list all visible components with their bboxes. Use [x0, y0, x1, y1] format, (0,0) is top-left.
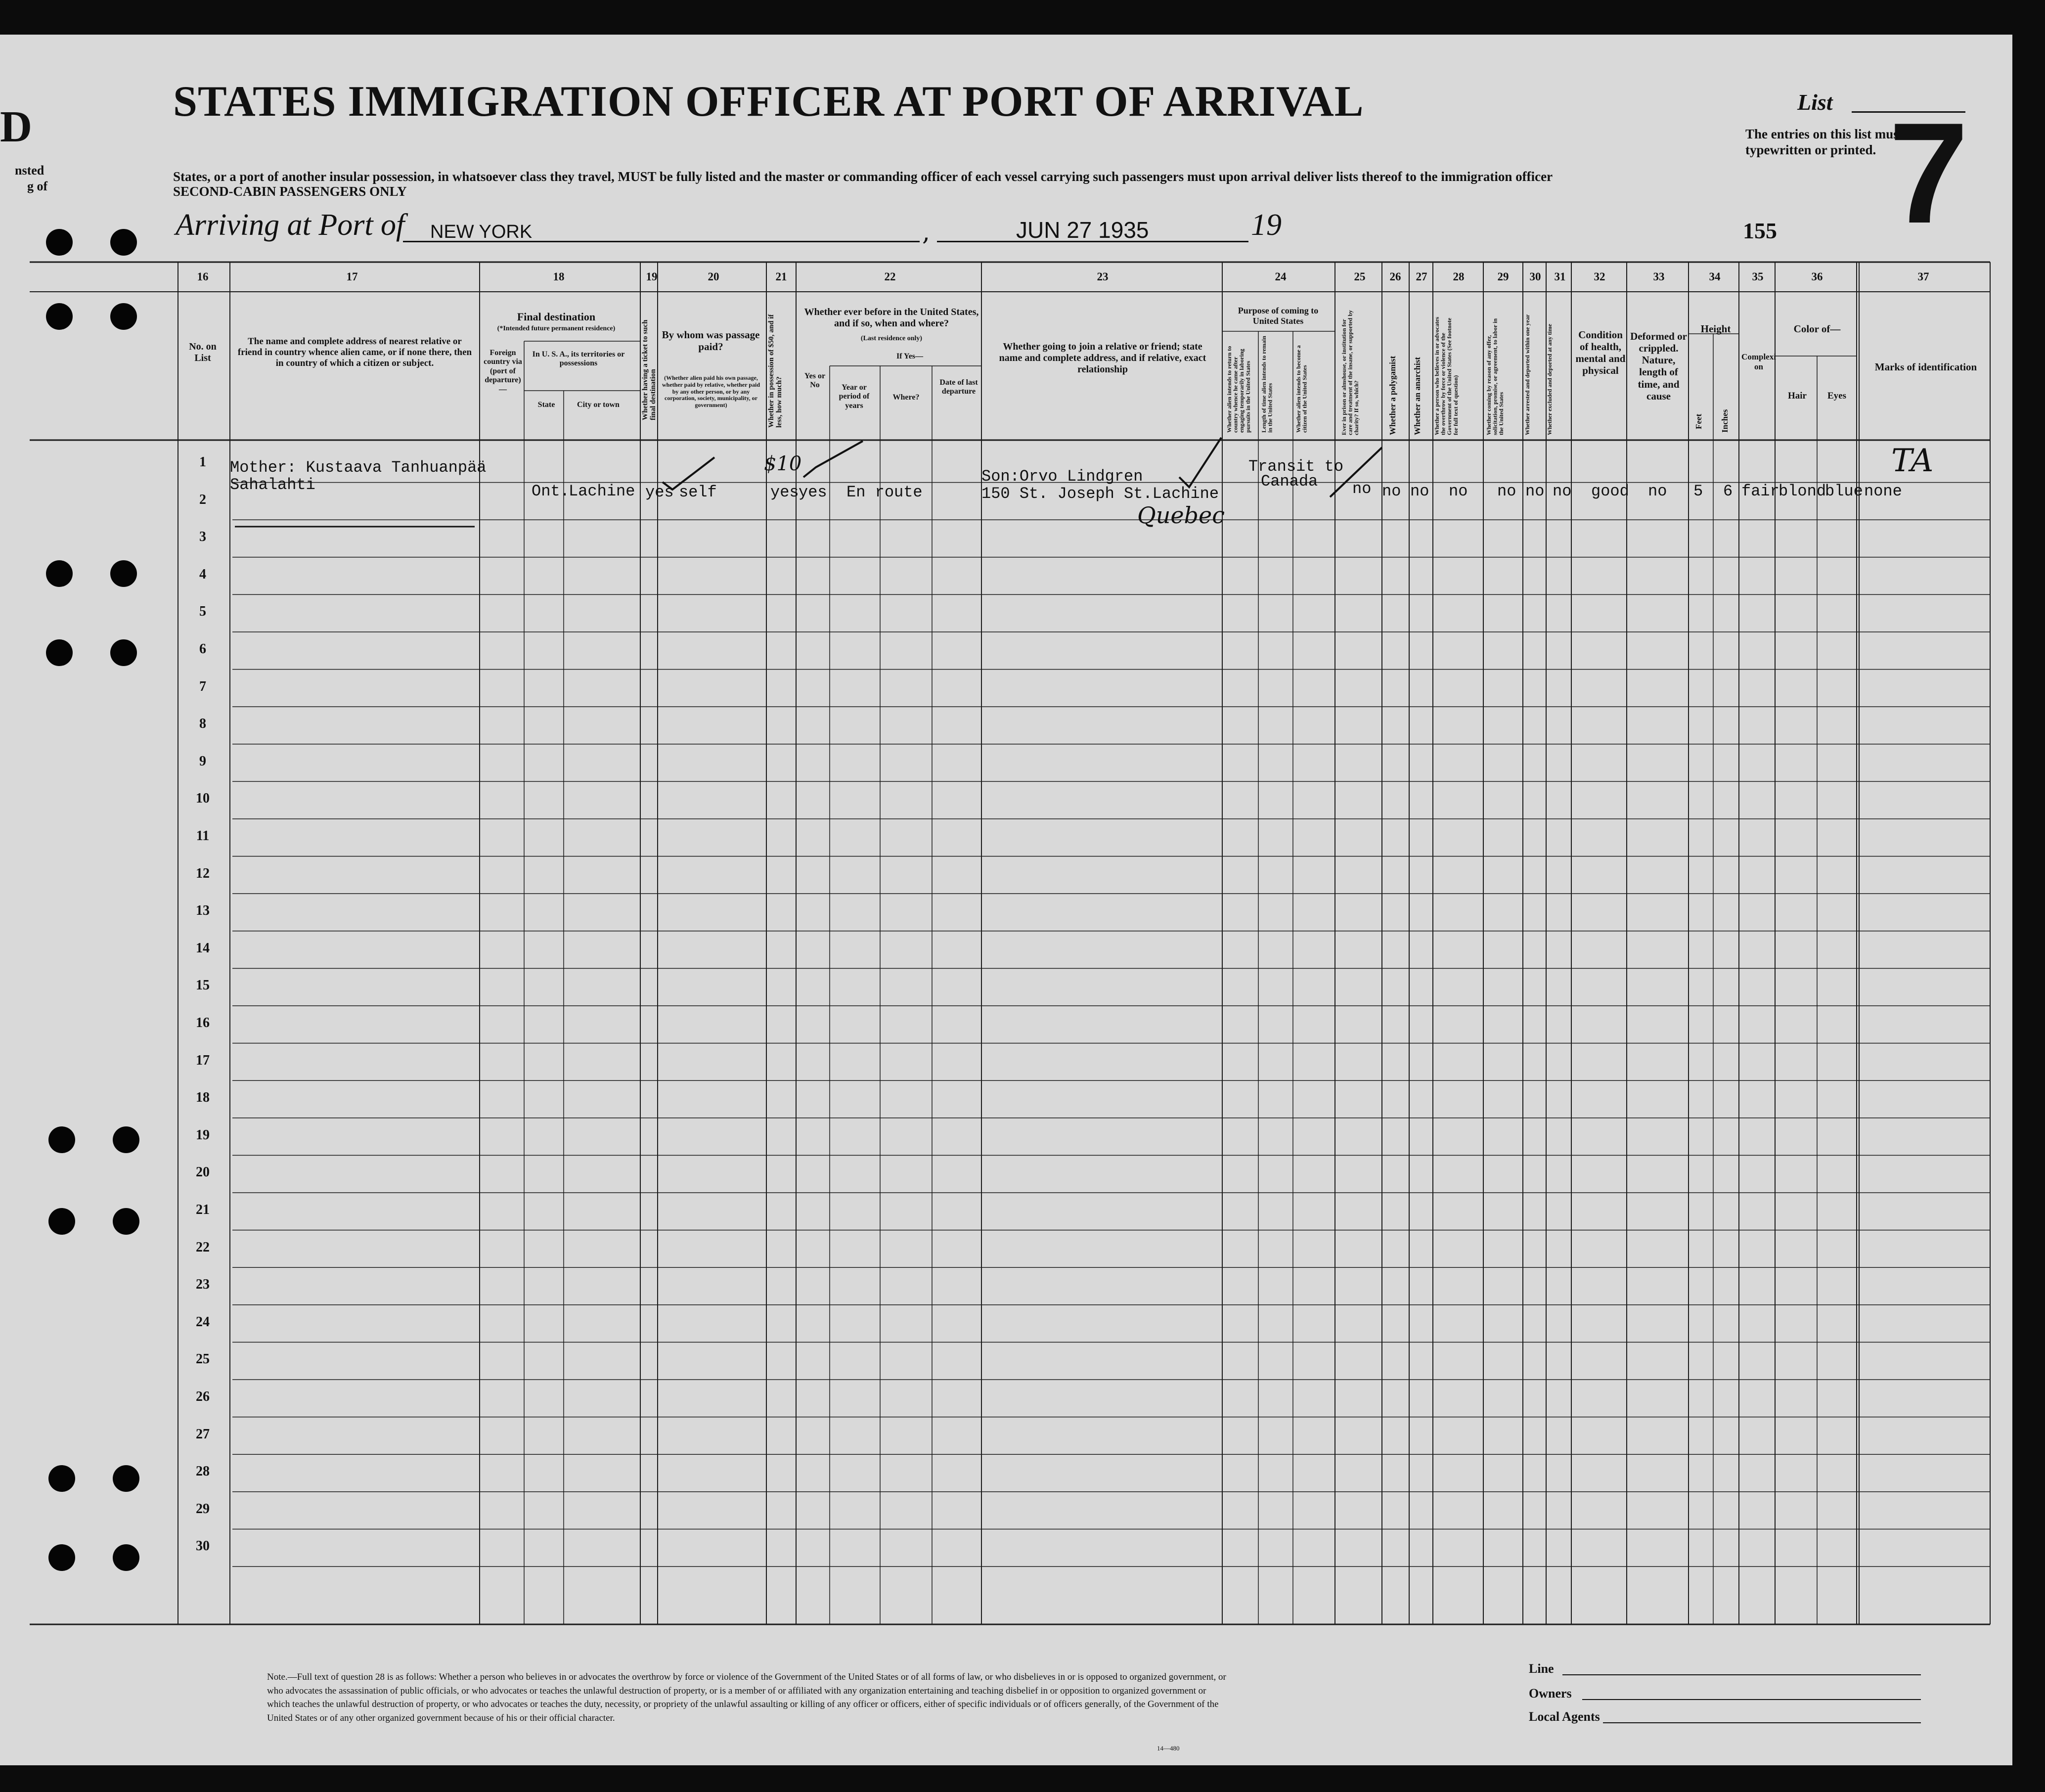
row-number: 9 [199, 753, 206, 769]
column-number: 32 [1594, 270, 1605, 283]
binding-hole [110, 639, 137, 666]
header-city: City or town [577, 401, 620, 409]
entry-condition: good [1591, 482, 1629, 500]
row-number: 5 [199, 604, 206, 620]
header-marks: Marks of identification [1874, 361, 1977, 373]
header-final-destination: Final destination [517, 311, 596, 323]
binding-hole [110, 560, 137, 587]
entry-join-handwritten: Quebec [1137, 502, 1225, 529]
entry-margin-mark: TA [1891, 443, 1934, 479]
header-purpose-return: Whether alien intends to return to country whence he came after engaging temporarily in laboring pursuits in the United States [1226, 346, 1251, 433]
list-number: 7 [1889, 93, 1969, 253]
column-number: 23 [1097, 270, 1109, 283]
check-mark-before [803, 441, 863, 477]
binding-hole [113, 1126, 139, 1153]
binding-hole [110, 229, 137, 256]
column-number: 26 [1389, 270, 1401, 283]
header-year-period: Year or period of years [839, 383, 870, 410]
row-number: 27 [196, 1426, 210, 1442]
header-yes-or-no: Yes or No [804, 372, 826, 390]
entry-paid-by: self [679, 483, 717, 501]
header-polygamist: Whether a polygamist [1388, 356, 1397, 435]
column-number: 19 [646, 270, 658, 283]
entry-before: yes [799, 483, 827, 501]
row-number: 16 [196, 1015, 210, 1030]
entry-contract: no [1497, 482, 1516, 500]
row-number: 11 [196, 828, 210, 844]
header-no-on-list: No. on List [189, 341, 217, 363]
entry-inches: 6 [1723, 482, 1733, 500]
footer-agents-label: Local Agents [1529, 1709, 1600, 1724]
cabin-class: SECOND-CABIN PASSENGERS ONLY [173, 184, 407, 199]
column-number: 30 [1529, 270, 1541, 283]
binding-hole [46, 229, 73, 256]
binding-hole [46, 560, 73, 587]
column-number: 36 [1811, 270, 1823, 283]
header-contract: Whether coming by reason of any offer, solicitation, promise, or agreement, to labor in the United States [1485, 318, 1505, 435]
header-inches: Inches [1720, 409, 1730, 433]
column-number: 37 [1917, 270, 1929, 283]
row-number: 10 [196, 791, 210, 806]
header-hair: Hair [1788, 391, 1807, 401]
binding-hole [48, 1126, 75, 1153]
page-title: STATES IMMIGRATION OFFICER AT PORT OF ARRIVAL [173, 78, 1364, 126]
list-note: The entries on this list must be typewritten or printed. [1745, 127, 1920, 158]
column-number: 16 [197, 270, 209, 283]
binding-hole [46, 303, 73, 330]
binding-hole [113, 1465, 139, 1492]
row-number: 8 [199, 716, 206, 732]
row-number: 22 [196, 1239, 210, 1255]
header-by-whom: By whom was passage paid? [662, 329, 760, 353]
binding-hole [48, 1544, 75, 1571]
column-number: 27 [1416, 270, 1427, 283]
row-number: 26 [196, 1389, 210, 1404]
row-number: 28 [196, 1464, 210, 1479]
entry-feet: 5 [1693, 482, 1703, 500]
entry-state: Ont. [532, 482, 570, 500]
list-label: List [1797, 90, 1833, 115]
column-number: 21 [775, 270, 787, 283]
footer-agents-rule [1603, 1722, 1921, 1723]
footer-owners-rule [1582, 1699, 1921, 1700]
header-purpose-citizen: Whether alien intends to become a citizen of the United States [1295, 345, 1308, 433]
column-number: 22 [884, 270, 896, 283]
header-money: Whether in possession of $50, and if less, how much? [767, 314, 783, 428]
entry-deformed: no [1648, 482, 1667, 500]
header-relative: The name and complete address of nearest relative or friend in country whence alien came, or if none there, then in country of which a citizen or subject. [237, 336, 472, 368]
row-number: 4 [199, 566, 206, 582]
binding-hole [110, 303, 137, 330]
entry-overthrow: no [1449, 482, 1468, 500]
entry-period: En route [846, 483, 923, 501]
header-date-departure: Date of last departure [939, 378, 978, 396]
row-number: 29 [196, 1501, 210, 1517]
entry-excluded: no [1553, 482, 1572, 500]
row-number: 19 [196, 1127, 210, 1143]
column-number: 29 [1497, 270, 1509, 283]
comma: , [922, 218, 930, 246]
column-number: 17 [346, 270, 358, 283]
column-number: 25 [1354, 270, 1366, 283]
column-number: 35 [1752, 270, 1764, 283]
footnote: Note.—Full text of question 28 is as follows: Whether a person who believes in or advocates the overthrow by force or violence of the Government of the United States or of all forms of law, or who disbelieves in or is opposed to organized government, or who advocates the assassination of public officials, or who advocates or teaches the unlawful destruction of property, or is a member of or affiliated with any organization entertaining and teaching disbelief in or opposition to organized government or which teaches the unlawful destruction of property, or who advocates or teaches the duty, necessity, or propriety of the unlawful assaulting or killing of any officer or officers, either of specific individuals or of officers generally, of the Government of the United States or of any other organized government because of his or their official character. [267, 1672, 1226, 1723]
entry-hair: blond [1778, 482, 1826, 500]
column-number: 28 [1453, 270, 1465, 283]
header-join: Whether going to join a relative or friend; state name and complete address, and if relative, exact relationship [999, 341, 1206, 375]
entry-prison: no [1352, 480, 1372, 498]
entry-polygamist: no [1382, 482, 1401, 500]
header-usa: In U. S. A., its territories or possessions [532, 350, 625, 368]
entry-ticket: yes [645, 483, 674, 501]
row-number: 21 [196, 1202, 210, 1217]
header-excluded: Whether excluded and deported at any time [1546, 323, 1553, 435]
column-number: 20 [708, 270, 719, 283]
row-number: 14 [196, 940, 210, 956]
header-complexion: Complexion [1741, 352, 1776, 371]
row-number: 13 [196, 903, 210, 919]
header-condition: Condition of health, mental and physical [1575, 329, 1626, 377]
page-number: 155 [1743, 218, 1777, 243]
binding-hole [46, 639, 73, 666]
year-prefix: 19 [1251, 208, 1282, 242]
row-number: 2 [199, 492, 206, 507]
header-purpose-length: Length of time alien intends to remain in the United States [1260, 336, 1274, 433]
row-number: 17 [196, 1052, 210, 1068]
header-if-yes: If Yes— [896, 352, 924, 360]
header-height: Height [1700, 323, 1731, 335]
header-before: Whether ever before in the United States, and if so, when and where? [804, 307, 979, 329]
row-number: 6 [199, 641, 206, 657]
entry-relative-line1: Mother: Kustaava Tanhuanpää [230, 458, 487, 477]
row-number: 1 [199, 454, 206, 470]
entry-money: $10 [764, 452, 802, 475]
entry-marks: none [1864, 482, 1902, 500]
header-deformed: Deformed or crippled. Nature, length of time, and cause [1630, 330, 1687, 402]
row-number: 15 [196, 978, 210, 993]
port-value: NEW YORK [430, 222, 533, 242]
header-overthrow: Whether a person who believes in or advocates the overthrow by force or violence of the Government of the United States (See footnote for full text of question) [1433, 316, 1459, 435]
row-number: 7 [199, 678, 206, 694]
binding-hole [48, 1465, 75, 1492]
row-number: 18 [196, 1090, 210, 1106]
header-prison: Ever in prison or almshouse, or institution for care and treatment of the insane, or supported by charity? If so, which? [1340, 310, 1360, 435]
footer-line-rule [1562, 1674, 1921, 1675]
binding-hole [113, 1208, 139, 1235]
entry-eyes: blue [1825, 482, 1863, 500]
row-number: 23 [196, 1277, 210, 1293]
row-number: 24 [196, 1314, 210, 1330]
entry-arrested: no [1525, 482, 1545, 500]
header-where: Where? [892, 393, 920, 402]
header-arrested: Whether arrested and deported within one year [1524, 314, 1531, 435]
binding-hole [113, 1544, 139, 1571]
footer-line-label: Line [1529, 1661, 1554, 1676]
header-ticket: Whether having a ticket to such final destination [641, 319, 657, 420]
partial-left-text-1: nsted [15, 163, 44, 178]
row-number: 3 [199, 529, 206, 545]
header-before-note: (Last residence only) [860, 335, 923, 342]
entry-city: Lachine [569, 482, 635, 500]
header-by-whom-note: (Whether alien paid his own passage, whether paid by relative, whether paid by any other person, or by any corporation, society, municipality, or government) [662, 374, 760, 409]
row-number: 20 [196, 1165, 210, 1180]
header-state: State [537, 401, 555, 409]
column-number: 18 [553, 270, 565, 283]
binding-hole [48, 1208, 75, 1235]
row-number: 25 [196, 1351, 210, 1367]
column-number: 24 [1275, 270, 1287, 283]
header-color-of: Color of— [1793, 323, 1841, 335]
header-final-destination-note: (*Intended future permanent residence) [497, 325, 616, 332]
partial-left-text-2: g of [27, 179, 48, 193]
header-feet: Feet [1694, 413, 1703, 429]
footer-owners-label: Owners [1529, 1686, 1572, 1701]
row-number: 12 [196, 865, 210, 881]
entry-complexion: fair [1741, 482, 1779, 500]
check-mark-join [1179, 438, 1221, 487]
entry-relative-line2: Sahalahti [230, 476, 315, 494]
partial-letter: D [0, 102, 32, 151]
entry-purpose-line1: Transit to [1248, 457, 1344, 476]
entry-join-line1: Son:Orvo Lindgren [981, 467, 1143, 486]
form-number: 14—480 [1157, 1745, 1180, 1752]
column-number: 31 [1554, 270, 1566, 283]
entry-money-yes: yes [770, 483, 799, 501]
entry-join-line2: 150 St. Joseph St.Lachine [981, 485, 1219, 503]
row-number: 30 [196, 1538, 210, 1554]
entry-anarchist: no [1410, 482, 1429, 500]
subtitle: States, or a port of another insular possession, in whatsoever class they travel, MUST be fully listed and the master or commanding officer of each vessel carrying such passengers must upon arrival deliver lists thereof to the immigration officer [173, 169, 1553, 184]
column-number: 33 [1653, 270, 1665, 283]
header-eyes: Eyes [1827, 391, 1846, 401]
header-purpose: Purpose of coming to United States [1238, 306, 1319, 326]
arriving-label: Arriving at Port of [176, 208, 405, 242]
header-foreign-country: Foreign country via (port of departure)— [484, 349, 522, 394]
header-anarchist: Whether an anarchist [1413, 357, 1422, 435]
entry-purpose-line2: Canada [1261, 472, 1318, 491]
arrival-date: JUN 27 1935 [1016, 217, 1149, 243]
column-number: 34 [1709, 270, 1721, 283]
